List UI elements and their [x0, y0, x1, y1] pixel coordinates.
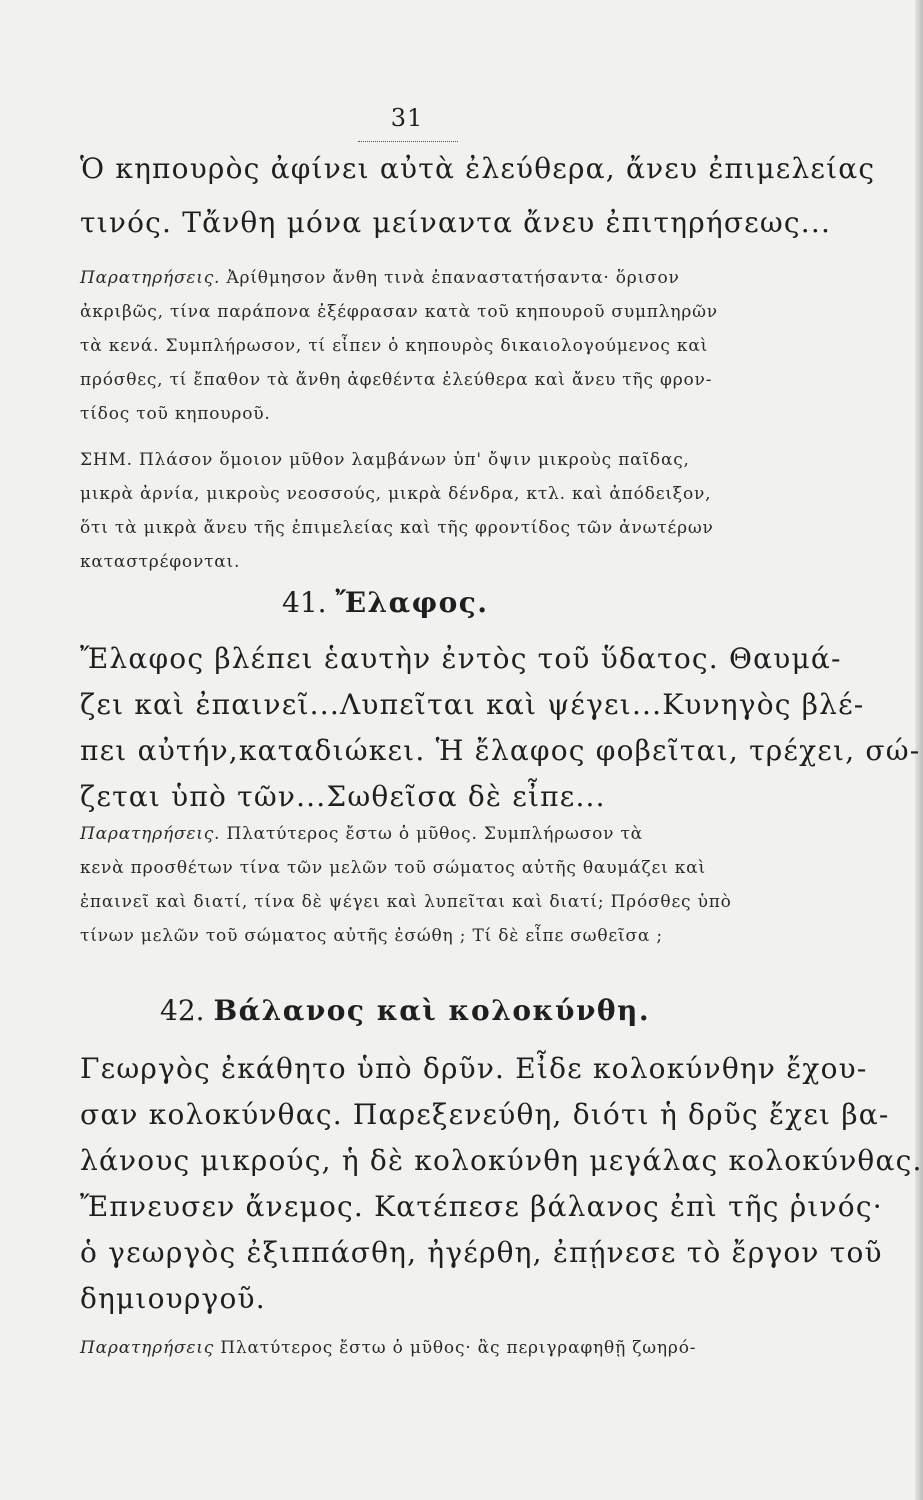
section-number: 42. — [160, 994, 205, 1027]
body-line: Ὁ κηπουρὸς ἀφίνει αὐτὰ ἐλεύθερα, ἄνευ ἐπιμελείας — [80, 152, 876, 185]
body-line: Ἔπνευσεν ἄνεμος. Κατέπεσε βάλανος ἐπὶ τῆς ῥινός· — [80, 1190, 883, 1223]
section-title: Ἔλαφος. — [335, 586, 489, 619]
observations-label: Παρατηρήσεις — [80, 1338, 215, 1358]
observations-line — [80, 824, 643, 844]
observations-line — [80, 1338, 696, 1358]
observations-line: τὰ κενά. Συμπλήρωσον, τί εἶπεν ὁ κηπουρὸς δικαιολογούμενος καὶ — [80, 336, 709, 356]
observations-label: Παρατηρήσεις. — [80, 268, 221, 288]
note-line: ὅτι τὰ μικρὰ ἄνευ τῆς ἐπιμελείας καὶ τῆς φροντίδος τῶν ἀνωτέρων — [80, 518, 714, 538]
note-line: ΣΗΜ. Πλάσον ὅμοιον μῦθον λαμβάνων ὑπ' ὄψιν μικροὺς παῖδας, — [80, 450, 690, 470]
body-line: πει αὐτήν,καταδιώκει. Ἡ ἔλαφος φοβεῖται, τρέχει, σώ- — [80, 734, 921, 767]
section-number: 41. — [282, 586, 327, 619]
note-line: καταστρέφονται. — [80, 552, 241, 572]
observations-line: τίνων μελῶν τοῦ σώματος αὐτῆς ἐσώθη ; Τί δὲ εἶπε σωθεῖσα ; — [80, 926, 663, 946]
observations-label: Παρατηρήσεις. — [80, 824, 221, 844]
body-line: λάνους μικρούς, ἡ δὲ κολοκύνθη μεγάλας κολοκύνθας. — [80, 1144, 923, 1177]
body-line: Ἔλαφος βλέπει ἑαυτὴν ἐντὸς τοῦ ὕδατος. Θαυμά- — [80, 642, 842, 675]
page-number: 31 — [390, 104, 424, 132]
observations-line: τίδος τοῦ κηπουροῦ. — [80, 404, 271, 424]
section-title: Βάλανος καὶ κολοκύνθη. — [213, 994, 651, 1027]
observations-text: Πλατύτερος ἔστω ὁ μῦθος. Συμπλήρωσον τὰ — [220, 824, 643, 844]
observations-line: κενὰ προσθέτων τίνα τῶν μελῶν τοῦ σώματος αὐτῆς θαυμάζει καὶ — [80, 858, 706, 878]
body-line: Γεωργὸς ἐκάθητο ὑπὸ δρῦν. Εἶδε κολοκύνθην ἔχου- — [80, 1052, 868, 1085]
body-line: ζει καὶ ἐπαινεῖ...Λυπεῖται καὶ ψέγει...Κυνηγὸς βλέ- — [80, 688, 865, 721]
body-line: ζεται ὑπὸ τῶν...Σωθεῖσα δὲ εἶπε... — [80, 780, 606, 813]
body-line: ὁ γεωργὸς ἐξιππάσθη, ἠγέρθη, ἐπῄνεσε τὸ ἔργον τοῦ — [80, 1236, 883, 1269]
section-heading — [282, 586, 489, 619]
body-line: δημιουργοῦ. — [80, 1282, 266, 1315]
body-line: τινός. Τἄνθη μόνα μείναντα ἄνευ ἐπιτηρήσεως... — [80, 206, 832, 239]
section-heading — [160, 994, 650, 1027]
observations-line: ἐπαινεῖ καὶ διατί, τίνα δὲ ψέγει καὶ λυπεῖται καὶ διατί; Πρόσθες ὑπὸ — [80, 892, 732, 912]
page-number-rule — [358, 141, 458, 142]
observations-text: Πλατύτερος ἔστω ὁ μῦθος· ἂς περιγραφηθῇ ζωηρό- — [214, 1338, 697, 1358]
observations-line: πρόσθες, τί ἔπαθον τὰ ἄνθη ἀφεθέντα ἐλεύθερα καὶ ἄνευ τῆς φρον- — [80, 370, 713, 390]
observations-text: Ἀρίθμησον ἄνθη τινὰ ἐπαναστατήσαντα· ὅρισον — [220, 268, 680, 288]
body-line: σαν κολοκύνθας. Παρεξενεύθη, διότι ἡ δρῦς ἔχει βα- — [80, 1098, 890, 1131]
observations-line — [80, 268, 680, 288]
observations-line: ἀκριβῶς, τίνα παράπονα ἐξέφρασαν κατὰ τοῦ κηπουροῦ συμπληρῶν — [80, 302, 718, 322]
note-line: μικρὰ ἀρνία, μικροὺς νεοσσούς, μικρὰ δένδρα, κτλ. καὶ ἀπόδειξον, — [80, 484, 712, 504]
